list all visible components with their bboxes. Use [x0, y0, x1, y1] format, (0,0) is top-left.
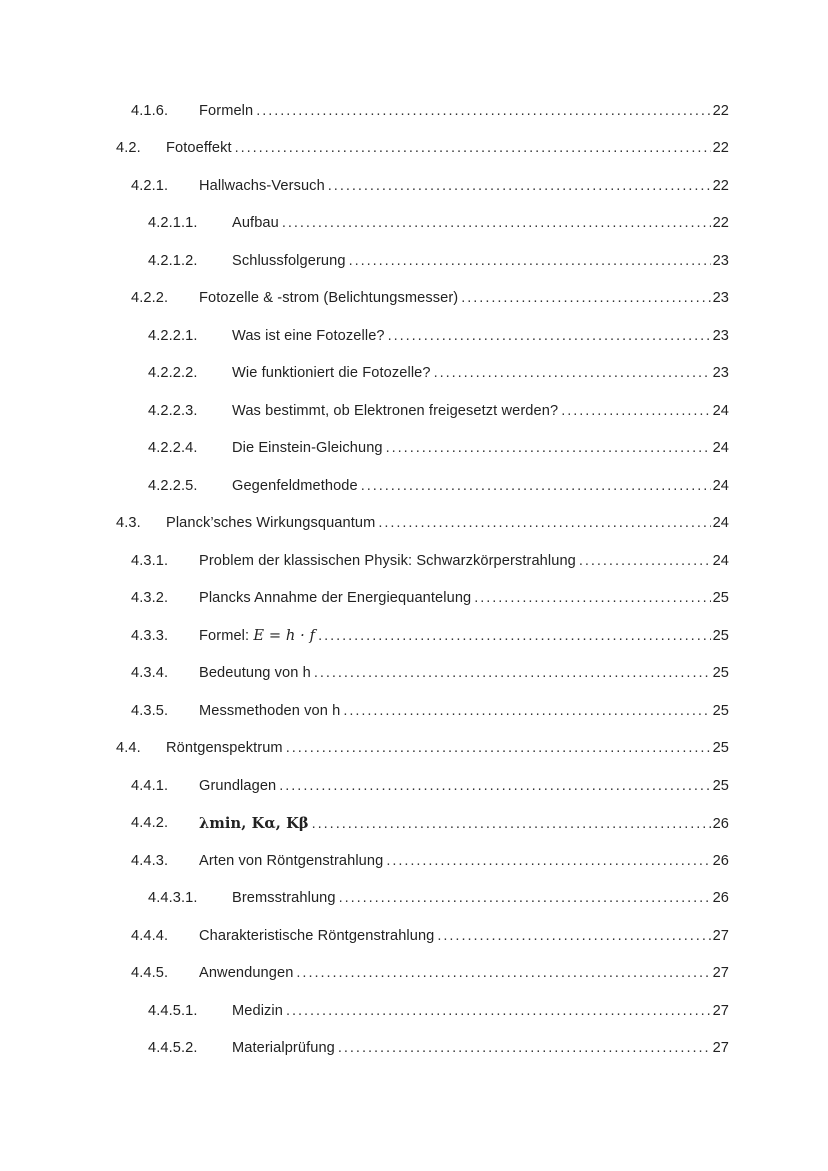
dot-leader [386, 440, 711, 456]
toc-entry-line [199, 590, 729, 606]
toc-entry[interactable] [0, 467, 828, 505]
toc-entry-title-text: Materialprüfung [232, 1040, 335, 1057]
toc-entry-title-text: Was bestimmt, ob Elektronen freigesetzt werden? [232, 402, 559, 419]
toc-entry-title [166, 740, 284, 756]
dot-leader [286, 740, 711, 756]
toc-entry-line [232, 1040, 729, 1056]
toc-entry-number: 4.3. [116, 515, 141, 532]
toc-entry-line [199, 928, 729, 944]
toc-entry-line [232, 1003, 729, 1019]
toc-entry-title [232, 890, 337, 906]
toc-entry-title-text: Fotozelle & -strom (Belichtungsmesser) [199, 290, 459, 307]
toc-entry-title [199, 928, 435, 944]
toc-entry-title-text: Formeln [199, 102, 254, 119]
toc-entry[interactable] [0, 355, 828, 393]
toc-entry-title [232, 328, 386, 344]
toc-entry[interactable] [0, 130, 828, 168]
toc-entry-title [232, 253, 347, 269]
toc-entry[interactable] [0, 617, 828, 655]
toc-entry-title-text: λmin, Kα, Kβ [199, 814, 309, 832]
toc-entry[interactable] [0, 505, 828, 543]
dot-leader [235, 140, 711, 156]
toc-entry-title [232, 403, 559, 419]
toc-entry-number: 4.3.1. [131, 552, 169, 569]
toc-entry-title-text: Fotoeffekt [166, 140, 232, 157]
toc-entry-title [199, 590, 472, 606]
toc-entry-number: 4.2.2. [131, 290, 169, 307]
toc-entry[interactable] [0, 692, 828, 730]
toc-entry-line [166, 515, 729, 531]
toc-entry-page-number: 22 [712, 102, 729, 119]
toc-entry-line [199, 853, 729, 869]
toc-entry-line [199, 103, 729, 119]
dot-leader [386, 853, 710, 869]
toc-entry-title-text: Hallwachs-Versuch [199, 177, 325, 194]
toc-entry-title-text: Anwendungen [199, 965, 294, 982]
toc-entry-page-number: 24 [712, 477, 729, 494]
toc-entry-page-number: 26 [712, 890, 729, 907]
toc-entry-line [199, 665, 729, 681]
dot-leader [434, 365, 711, 381]
toc-entry-number: 4.2.2.5. [148, 477, 198, 494]
dot-leader [388, 328, 711, 344]
toc-entry-number: 4.4.3.1. [148, 890, 198, 907]
toc-entry[interactable] [0, 805, 828, 843]
toc-entry-line [199, 553, 729, 569]
toc-entry-number: 4.4. [116, 740, 141, 757]
toc-entry-number: 4.1.6. [131, 102, 169, 119]
toc-entry-title [166, 140, 233, 156]
toc-entry-number: 4.3.4. [131, 665, 169, 682]
toc-entry-number: 4.2.1. [131, 177, 169, 194]
toc-entry[interactable] [0, 917, 828, 955]
toc-entry-line [199, 703, 729, 719]
toc-entry-page-number: 25 [712, 740, 729, 757]
toc-entry-number: 4.4.4. [131, 927, 169, 944]
toc-entry-page-number: 23 [712, 252, 729, 269]
toc-entry-page-number: 23 [712, 365, 729, 382]
toc-entry-title-text: Problem der klassischen Physik: Schwarzkörperstrahlung [199, 552, 576, 569]
toc-entry[interactable] [0, 730, 828, 768]
toc-entry-title [199, 853, 384, 869]
toc-entry-title-text: Plancks Annahme der Energiequantelung [199, 590, 472, 607]
toc-entry-title [199, 815, 310, 832]
toc-entry-page-number: 26 [712, 815, 729, 832]
toc-entry-number: 4.4.2. [131, 815, 169, 832]
toc-entry-line [232, 215, 729, 231]
dot-leader [328, 178, 711, 194]
dot-leader [296, 965, 710, 981]
toc-entry[interactable] [0, 955, 828, 993]
toc-entry[interactable] [0, 92, 828, 130]
toc-entry-title-text: Was ist eine Fotozelle? [232, 327, 385, 344]
toc-entry-number: 4.2.2.1. [148, 327, 198, 344]
table-of-contents [0, 92, 828, 1067]
toc-entry-title [199, 778, 277, 794]
dot-leader [282, 215, 711, 231]
toc-entry-title [199, 965, 294, 981]
dot-leader [338, 1040, 711, 1056]
toc-entry-number: 4.4.1. [131, 777, 169, 794]
toc-entry-page-number: 26 [712, 852, 729, 869]
toc-entry[interactable] [0, 280, 828, 318]
dot-leader [437, 928, 710, 944]
toc-entry-title-text: Messmethoden von h [199, 702, 341, 719]
dot-leader [561, 403, 710, 419]
toc-entry-title-text: Wie funktioniert die Fotozelle? [232, 365, 431, 382]
toc-entry-page-number: 25 [712, 590, 729, 607]
toc-entry[interactable] [0, 842, 828, 880]
toc-entry-title-text: Bedeutung von h [199, 665, 311, 682]
toc-entry[interactable] [0, 580, 828, 618]
dot-leader [349, 253, 711, 269]
toc-entry[interactable] [0, 430, 828, 468]
toc-entry-line [199, 627, 729, 644]
toc-entry-title-text: Die Einstein-Gleichung [232, 440, 383, 457]
toc-entry[interactable] [0, 992, 828, 1030]
dot-leader [256, 103, 710, 119]
toc-entry-page-number: 24 [712, 440, 729, 457]
toc-entry-page-number: 23 [712, 327, 729, 344]
toc-entry[interactable] [0, 205, 828, 243]
toc-entry-line [166, 140, 729, 156]
toc-entry-page-number: 25 [712, 777, 729, 794]
dot-leader [279, 778, 710, 794]
toc-entry-formula: E = h · f [253, 627, 316, 645]
toc-entry[interactable] [0, 542, 828, 580]
toc-entry-line [166, 740, 729, 756]
dot-leader [378, 515, 710, 531]
toc-entry-number: 4.2. [116, 140, 141, 157]
toc-entry-title [166, 515, 376, 531]
toc-entry-page-number: 25 [712, 702, 729, 719]
toc-entry-line [232, 440, 729, 456]
toc-entry-line [232, 328, 729, 344]
toc-entry-page-number: 27 [712, 965, 729, 982]
toc-entry-line [199, 778, 729, 794]
toc-entry-page-number: 25 [712, 665, 729, 682]
toc-entry-title-text: Schlussfolgerung [232, 252, 346, 269]
toc-entry-title-text: Grundlagen [199, 777, 277, 794]
toc-entry-page-number: 27 [712, 927, 729, 944]
dot-leader [286, 1003, 711, 1019]
toc-entry-title [199, 290, 459, 306]
toc-entry-number: 4.4.5. [131, 965, 169, 982]
toc-entry-number: 4.4.3. [131, 852, 169, 869]
toc-entry-title [232, 215, 280, 231]
toc-entry-number: 4.2.2.2. [148, 365, 198, 382]
toc-entry-number: 4.2.1.2. [148, 252, 198, 269]
toc-entry-number: 4.3.2. [131, 590, 169, 607]
toc-entry-number: 4.2.2.4. [148, 440, 198, 457]
toc-entry[interactable] [0, 1030, 828, 1068]
toc-entry-title-text: Röntgenspektrum [166, 740, 283, 757]
toc-entry-line [232, 890, 729, 906]
toc-entry-title [232, 1003, 284, 1019]
toc-entry-line [199, 815, 729, 832]
dot-leader [318, 628, 710, 644]
toc-entry-title [232, 440, 384, 456]
toc-entry-page-number: 25 [712, 628, 729, 645]
toc-entry-title-text: Planck’sches Wirkungsquantum [166, 515, 376, 532]
toc-entry-title-text: Gegenfeldmethode [232, 477, 358, 494]
toc-entry[interactable] [0, 655, 828, 693]
dot-leader [339, 890, 711, 906]
toc-entry-number: 4.4.5.1. [148, 1002, 198, 1019]
toc-entry-line [232, 253, 729, 269]
toc-entry-number: 4.2.1.1. [148, 215, 198, 232]
toc-entry-title [199, 703, 341, 719]
toc-entry-title-text: Arten von Röntgenstrahlung [199, 852, 384, 869]
toc-entry-number: 4.3.3. [131, 627, 169, 644]
toc-entry-page-number: 24 [712, 515, 729, 532]
toc-entry-page-number: 22 [712, 215, 729, 232]
toc-entry-title [232, 478, 359, 494]
toc-entry-page-number: 22 [712, 140, 729, 157]
toc-entry[interactable] [0, 317, 828, 355]
dot-leader [461, 290, 710, 306]
toc-entry-title-text: Bremsstrahlung [232, 890, 336, 907]
toc-entry-number: 4.3.5. [131, 702, 169, 719]
dot-leader [361, 478, 711, 494]
toc-entry-page-number: 27 [712, 1002, 729, 1019]
toc-entry[interactable] [0, 242, 828, 280]
toc-entry-line [199, 290, 729, 306]
toc-entry-page-number: 24 [712, 552, 729, 569]
toc-entry-line [199, 178, 729, 194]
toc-entry-title-text: Formel: [199, 628, 254, 645]
toc-entry[interactable] [0, 880, 828, 918]
toc-entry-title [199, 103, 254, 119]
toc-entry[interactable] [0, 167, 828, 205]
dot-leader [314, 665, 711, 681]
dot-leader [312, 816, 711, 832]
toc-entry-title [232, 1040, 336, 1056]
toc-entry-title [199, 665, 312, 681]
toc-entry-title [199, 627, 316, 644]
toc-entry-title-text: Aufbau [232, 215, 279, 232]
dot-leader [343, 703, 710, 719]
toc-entry[interactable] [0, 392, 828, 430]
toc-entry[interactable] [0, 767, 828, 805]
toc-entry-line [232, 365, 729, 381]
toc-entry-number: 4.2.2.3. [148, 402, 198, 419]
toc-entry-page-number: 22 [712, 177, 729, 194]
toc-entry-line [232, 403, 729, 419]
dot-leader [474, 590, 710, 606]
toc-entry-number: 4.4.5.2. [148, 1040, 198, 1057]
toc-entry-line [232, 478, 729, 494]
toc-entry-title-text: Medizin [232, 1002, 283, 1019]
toc-entry-line [199, 965, 729, 981]
toc-entry-page-number: 24 [712, 402, 729, 419]
dot-leader [579, 553, 711, 569]
toc-entry-page-number: 27 [712, 1040, 729, 1057]
toc-entry-title [199, 178, 326, 194]
toc-entry-title [199, 553, 577, 569]
toc-entry-title-text: Charakteristische Röntgenstrahlung [199, 927, 435, 944]
toc-entry-title [232, 365, 432, 381]
toc-entry-page-number: 23 [712, 290, 729, 307]
